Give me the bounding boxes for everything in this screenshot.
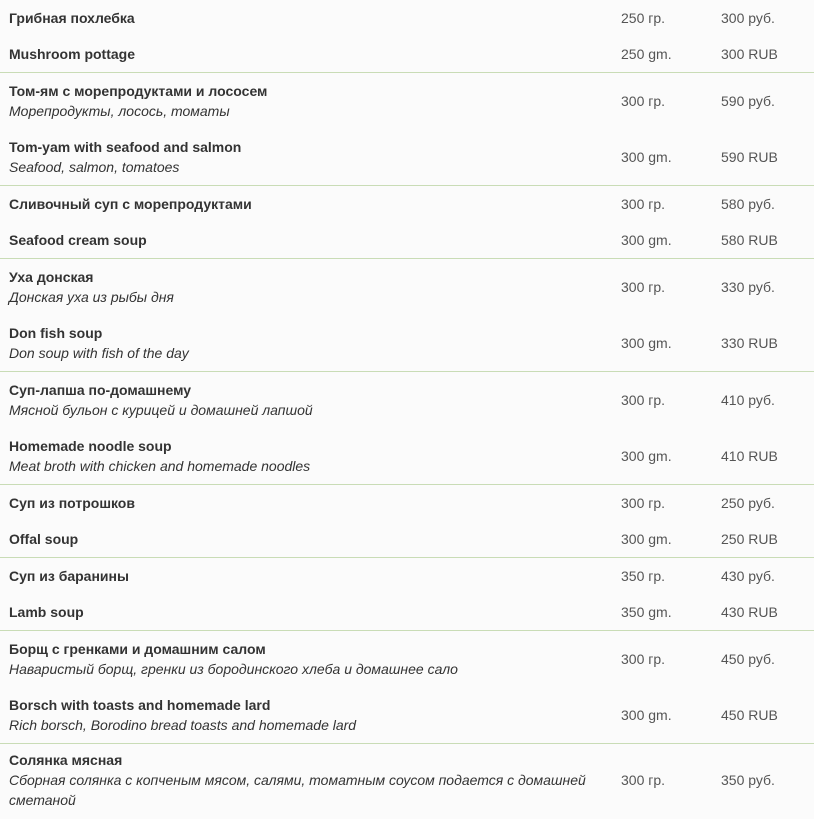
dish-weight: 300 гр. (621, 651, 666, 667)
dish-name: Суп из баранины (9, 568, 129, 584)
menu-item (0, 129, 814, 185)
dish-price: 430 RUB (721, 604, 778, 620)
menu-group (0, 0, 814, 73)
menu-item (0, 73, 814, 129)
dish-weight: 250 гр. (621, 10, 666, 26)
menu-group (0, 372, 814, 485)
dish-description: Meat broth with chicken and homemade noodles (9, 458, 311, 474)
dish-description: Морепродукты, лосось, томаты (9, 103, 230, 119)
menu-item (0, 485, 814, 521)
menu-item (0, 687, 814, 743)
dish-price: 410 RUB (721, 448, 778, 464)
dish-weight: 300 gm. (621, 707, 672, 723)
menu-item (0, 186, 814, 222)
dish-name: Борщ с гренками и домашним салом (9, 641, 266, 657)
dish-price: 580 RUB (721, 232, 778, 248)
dish-weight: 300 gm. (621, 531, 672, 547)
dish-weight: 350 gm. (621, 604, 672, 620)
dish-name: Том-ям с морепродуктами и лососем (9, 83, 268, 99)
dish-price: 580 руб. (721, 196, 775, 212)
dish-name: Суп из потрошков (9, 495, 135, 511)
menu-item (0, 594, 814, 630)
menu-item (0, 222, 814, 258)
dish-weight: 300 гр. (621, 392, 666, 408)
menu-group (0, 73, 814, 186)
dish-weight: 300 гр. (621, 772, 666, 788)
dish-name: Tom-yam with seafood and salmon (9, 139, 242, 155)
dish-weight: 300 gm. (621, 149, 672, 165)
dish-description: Don soup with fish of the day (9, 345, 189, 361)
dish-description: Мясной бульон с курицей и домашней лапшой (9, 402, 313, 418)
dish-price: 350 руб. (721, 772, 775, 788)
dish-price: 330 RUB (721, 335, 778, 351)
menu-item (0, 521, 814, 557)
dish-name: Offal soup (9, 531, 79, 547)
dish-price: 450 RUB (721, 707, 778, 723)
menu-group (0, 485, 814, 558)
dish-description: Донская уха из рыбы дня (9, 289, 174, 305)
dish-price: 450 руб. (721, 651, 775, 667)
dish-name: Mushroom pottage (9, 46, 135, 62)
menu-group (0, 631, 814, 744)
menu-item (0, 372, 814, 428)
dish-name: Суп-лапша по-домашнему (9, 382, 192, 398)
dish-name: Уха донская (9, 269, 94, 285)
menu-item (0, 428, 814, 484)
menu-group (0, 744, 814, 816)
menu-item (0, 558, 814, 594)
dish-weight: 300 гр. (621, 93, 666, 109)
menu-item (0, 744, 814, 816)
dish-price: 410 руб. (721, 392, 775, 408)
dish-name: Сливочный суп с морепродуктами (9, 196, 252, 212)
menu-item (0, 0, 814, 36)
dish-weight: 300 gm. (621, 448, 672, 464)
menu-group (0, 186, 814, 259)
dish-description: Rich borsch, Borodino bread toasts and homemade lard (9, 717, 357, 733)
dish-price: 300 RUB (721, 46, 778, 62)
dish-price: 430 руб. (721, 568, 775, 584)
menu-group (0, 259, 814, 372)
dish-weight: 300 гр. (621, 279, 666, 295)
menu-item (0, 631, 814, 687)
dish-price: 250 RUB (721, 531, 778, 547)
dish-weight: 250 gm. (621, 46, 672, 62)
menu-item (0, 315, 814, 371)
dish-weight: 300 gm. (621, 232, 672, 248)
dish-price: 590 RUB (721, 149, 778, 165)
dish-name: Homemade noodle soup (9, 438, 172, 454)
dish-name: Грибная похлебка (9, 10, 135, 26)
dish-weight: 300 гр. (621, 196, 666, 212)
dish-description: Seafood, salmon, tomatoes (9, 159, 180, 175)
dish-price: 330 руб. (721, 279, 775, 295)
dish-weight: 300 gm. (621, 335, 672, 351)
dish-name: Seafood cream soup (9, 232, 147, 248)
dish-name: Borsch with toasts and homemade lard (9, 697, 271, 713)
dish-description: Наваристый борщ, гренки из бородинского хлеба и домашнее сало (9, 661, 458, 677)
dish-description: Сборная солянка с копченым мясом, салями, томатным соусом подается с домашней сметаной (9, 772, 586, 808)
dish-name: Солянка мясная (9, 752, 123, 768)
dish-price: 250 руб. (721, 495, 775, 511)
dish-weight: 300 гр. (621, 495, 666, 511)
dish-price: 590 руб. (721, 93, 775, 109)
dish-name: Don fish soup (9, 325, 103, 341)
menu-item (0, 36, 814, 72)
dish-name: Lamb soup (9, 604, 84, 620)
menu-group (0, 558, 814, 631)
dish-weight: 350 гр. (621, 568, 666, 584)
menu-item (0, 259, 814, 315)
dish-price: 300 руб. (721, 10, 775, 26)
